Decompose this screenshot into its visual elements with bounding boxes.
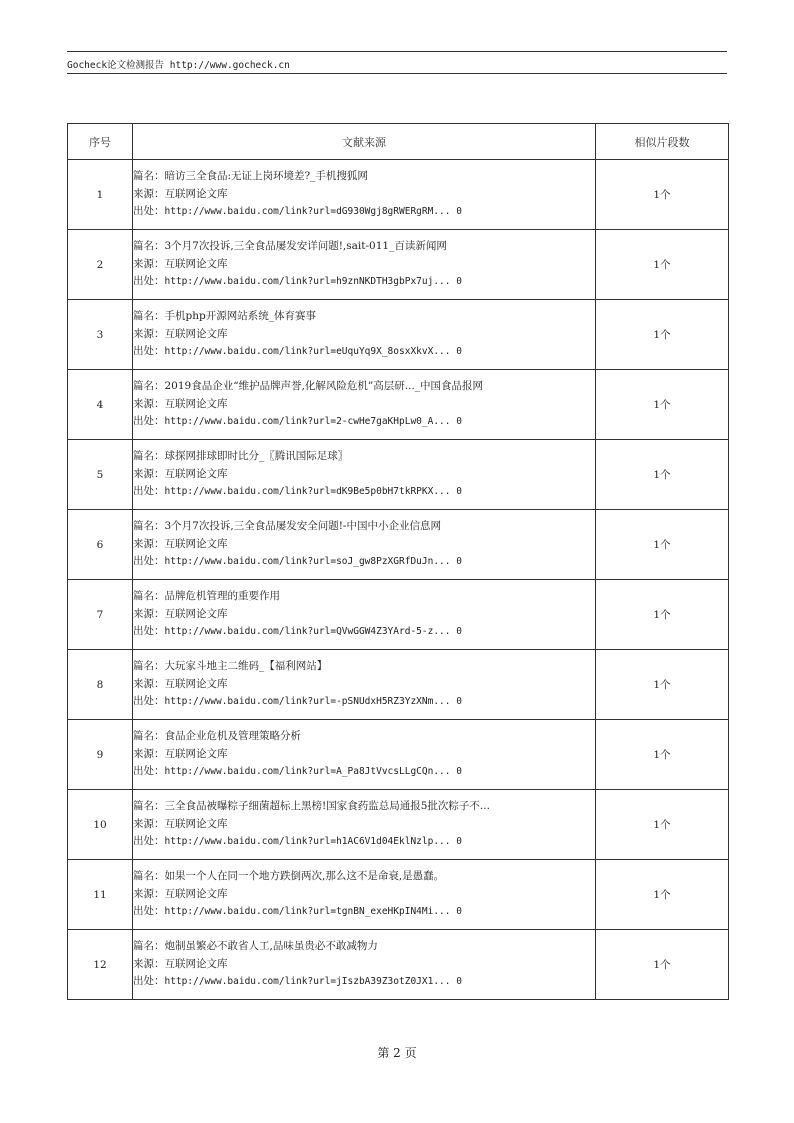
row-source-info [133,650,596,720]
table-row [68,440,729,510]
row-source-line [133,956,595,974]
title-label: 篇名： [133,800,165,813]
source-label: 来源： [133,747,165,760]
document-title: 品牌危机管理的重要作用 [164,590,280,603]
document-title: 大玩家斗地主二维码_【福利网站】 [164,660,328,673]
title-label: 篇名： [133,170,165,183]
source-label: 来源： [133,817,165,830]
table-row [68,300,729,370]
row-link-line [133,203,595,221]
row-source-info [133,930,596,1000]
row-index: 11 [68,860,133,930]
row-index: 2 [68,230,133,300]
row-source-line [133,746,595,764]
similar-fragment-count: 1个 [596,300,729,370]
link-label: 出处： [133,695,165,708]
source-label: 来源： [133,467,165,480]
row-source-info [133,300,596,370]
table-row [68,370,729,440]
source-url-link[interactable]: http://www.baidu.com/link?url=jIszbA39Z3otZ0JX1... 0 [164,976,462,988]
col-header-index: 序号 [68,124,133,160]
table-row [68,510,729,580]
row-source-line [133,606,595,624]
row-source-info [133,580,596,650]
link-label: 出处： [133,625,165,638]
similar-fragment-count: 1个 [596,230,729,300]
similar-fragment-count: 1个 [596,160,729,230]
row-source-line [133,886,595,904]
source-url-link[interactable]: http://www.baidu.com/link?url=dK9Be5p0bH7tkRPKX... 0 [164,486,462,498]
source-label: 来源： [133,187,165,200]
similar-fragment-count: 1个 [596,720,729,790]
row-index: 3 [68,300,133,370]
link-label: 出处： [133,485,165,498]
row-link-line [133,553,595,571]
row-title-line [133,518,595,536]
source-name: 互联网论文库 [164,957,228,970]
document-title: 三全食品被曝粽子细菌超标上黑榜!国家食药监总局通报5批次粽子不... [164,800,490,813]
header-text: Gocheck论文检测报告 http://www.gocheck.cn [67,60,290,71]
row-source-info [133,790,596,860]
row-index: 12 [68,930,133,1000]
row-link-line [133,693,595,711]
row-link-line [133,343,595,361]
similar-fragment-count: 1个 [596,790,729,860]
table-row [68,230,729,300]
source-name: 互联网论文库 [164,537,228,550]
row-source-info [133,860,596,930]
similar-fragment-count: 1个 [596,650,729,720]
source-url-link[interactable]: http://www.baidu.com/link?url=soJ_gw8PzXGRfDuJn... 0 [164,556,462,568]
source-label: 来源： [133,957,165,970]
similar-fragment-count: 1个 [596,580,729,650]
document-title: 手机php开源网站系统_体育赛事 [164,310,316,323]
similar-fragment-count: 1个 [596,930,729,1000]
link-label: 出处： [133,975,165,988]
similar-fragment-count: 1个 [596,370,729,440]
row-index: 9 [68,720,133,790]
link-label: 出处： [133,835,165,848]
source-name: 互联网论文库 [164,887,228,900]
similar-fragment-count: 1个 [596,510,729,580]
source-url-link[interactable]: http://www.baidu.com/link?url=h1AC6V1d04EklNzlp... 0 [164,836,462,848]
document-title: 暗访三全食品:无证上岗环境差?_手机搜狐网 [164,170,368,183]
title-label: 篇名： [133,660,165,673]
title-label: 篇名： [133,380,165,393]
row-index: 5 [68,440,133,510]
row-link-line [133,833,595,851]
source-name: 互联网论文库 [164,327,228,340]
table-row [68,160,729,230]
source-label: 来源： [133,887,165,900]
similarity-table [67,123,729,1000]
source-label: 来源： [133,257,165,270]
source-label: 来源： [133,537,165,550]
source-url-link[interactable]: http://www.baidu.com/link?url=eUquYq9X_8osxXkvX... 0 [164,346,462,358]
source-label: 来源： [133,327,165,340]
row-source-line [133,256,595,274]
row-source-info [133,160,596,230]
report-header [67,51,727,74]
source-name: 互联网论文库 [164,187,228,200]
table-row [68,650,729,720]
row-title-line [133,658,595,676]
table-header-row [68,124,729,160]
col-header-source: 文献来源 [133,124,596,160]
row-title-line [133,308,595,326]
similar-fragment-count: 1个 [596,440,729,510]
row-index: 8 [68,650,133,720]
link-label: 出处： [133,555,165,568]
document-title: 食品企业危机及管理策略分析 [164,730,301,743]
document-title: 如果一个人在同一个地方跌倒两次,那么这不是命衰,是愚蠢。 [164,870,445,883]
row-source-info [133,370,596,440]
page-number: 第 2 页 [377,1046,417,1060]
title-label: 篇名： [133,240,165,253]
source-url-link[interactable]: http://www.baidu.com/link?url=tgnBN_exeHKpIN4Mi... 0 [164,906,462,918]
title-label: 篇名： [133,940,165,953]
source-url-link[interactable]: http://www.baidu.com/link?url=h9znNKDTH3gbPx7uj... 0 [164,276,462,288]
link-label: 出处： [133,765,165,778]
similar-fragment-count: 1个 [596,860,729,930]
source-url-link[interactable]: http://www.baidu.com/link?url=2-cwHe7gaKHpLw0_A... 0 [164,416,462,428]
row-title-line [133,448,595,466]
document-title: 炮制虽繁必不敢省人工,品味虽贵必不敢减物力 [164,940,378,953]
row-title-line [133,798,595,816]
row-source-line [133,466,595,484]
link-label: 出处： [133,905,165,918]
source-url-link[interactable]: http://www.baidu.com/link?url=A_Pa8JtVvcsLLgCQn... 0 [164,766,462,778]
row-title-line [133,588,595,606]
row-source-line [133,536,595,554]
row-index: 7 [68,580,133,650]
row-source-info [133,440,596,510]
row-link-line [133,413,595,431]
row-source-info [133,230,596,300]
row-index: 4 [68,370,133,440]
row-title-line [133,378,595,396]
table-row [68,720,729,790]
source-name: 互联网论文库 [164,467,228,480]
row-source-info [133,510,596,580]
table-row [68,790,729,860]
title-label: 篇名： [133,590,165,603]
row-link-line [133,973,595,991]
row-title-line [133,728,595,746]
row-index: 6 [68,510,133,580]
source-name: 互联网论文库 [164,607,228,620]
source-name: 互联网论文库 [164,397,228,410]
row-title-line [133,938,595,956]
document-title: 2019食品企业“维护品牌声誉,化解风险危机”高层研..._中国食品报网 [164,380,484,393]
title-label: 篇名： [133,450,165,463]
row-source-line [133,326,595,344]
document-title: 3个月7次投诉,三全食品屡发安全问题!-中国中小企业信息网 [164,520,441,533]
link-label: 出处： [133,345,165,358]
row-source-line [133,186,595,204]
row-link-line [133,763,595,781]
title-label: 篇名： [133,730,165,743]
document-title: 3个月7次投诉,三全食品屡发安详问题!,sait-011_百读新闻网 [164,240,447,253]
row-link-line [133,273,595,291]
title-label: 篇名： [133,870,165,883]
source-name: 互联网论文库 [164,257,228,270]
source-label: 来源： [133,607,165,620]
row-index: 10 [68,790,133,860]
source-name: 互联网论文库 [164,747,228,760]
row-title-line [133,238,595,256]
row-title-line [133,868,595,886]
title-label: 篇名： [133,310,165,323]
source-url-link[interactable]: http://www.baidu.com/link?url=dG930Wgj8gRWERgRM... 0 [164,206,462,218]
row-source-line [133,676,595,694]
row-source-line [133,396,595,414]
document-title: 球探网排球即时比分_〖腾讯国际足球〗 [164,450,349,463]
row-title-line [133,168,595,186]
source-name: 互联网论文库 [164,817,228,830]
source-url-link[interactable]: http://www.baidu.com/link?url=QVwGGW4Z3YArd-5-z... 0 [164,626,462,638]
source-label: 来源： [133,397,165,410]
row-source-line [133,816,595,834]
link-label: 出处： [133,275,165,288]
table-row [68,580,729,650]
source-name: 互联网论文库 [164,677,228,690]
row-source-info [133,720,596,790]
col-header-count: 相似片段数 [596,124,729,160]
row-link-line [133,483,595,501]
table-row [68,860,729,930]
link-label: 出处： [133,205,165,218]
source-url-link[interactable]: http://www.baidu.com/link?url=-pSNUdxH5RZ3YzXNm... 0 [164,696,462,708]
title-label: 篇名： [133,520,165,533]
table-row [68,930,729,1000]
source-label: 来源： [133,677,165,690]
row-link-line [133,903,595,921]
link-label: 出处： [133,415,165,428]
row-link-line [133,623,595,641]
row-index: 1 [68,160,133,230]
